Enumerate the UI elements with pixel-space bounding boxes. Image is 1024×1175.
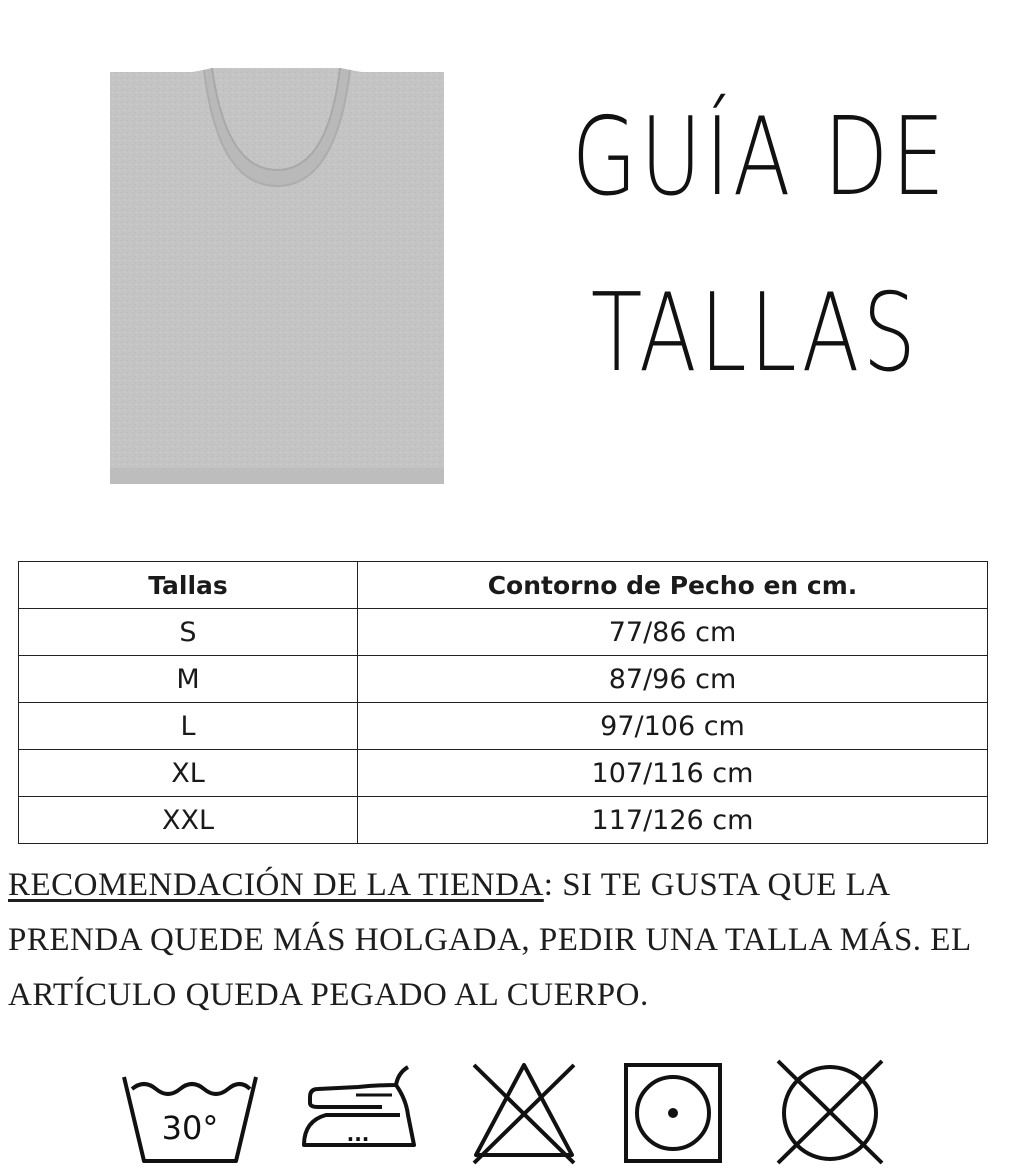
header-chest: Contorno de Pecho en cm. [358, 562, 988, 609]
no-dry-clean-icon [770, 1055, 890, 1170]
title-line-1: GUÍA DE [571, 95, 948, 220]
table-header-row [19, 562, 988, 609]
table-row [19, 750, 988, 797]
table-row [19, 703, 988, 750]
size-cell: XL [19, 750, 358, 797]
page-title [520, 70, 990, 422]
chest-cell: 107/116 cm [358, 750, 988, 797]
size-table [18, 561, 988, 844]
tumble-dry-low-icon [622, 1055, 726, 1170]
chest-cell: 87/96 cm [358, 656, 988, 703]
size-cell: S [19, 609, 358, 656]
recommendation-label: RECOMENDACIÓN DE LA TIENDA [8, 867, 544, 903]
care-icons [0, 1055, 1024, 1175]
table-row [19, 656, 988, 703]
chest-cell: 97/106 cm [358, 703, 988, 750]
size-cell: XXL [19, 797, 358, 844]
header-size: Tallas [19, 562, 358, 609]
size-cell: L [19, 703, 358, 750]
iron-low-icon [296, 1055, 426, 1170]
iron-dots: ... [346, 1122, 370, 1146]
table-row [19, 609, 988, 656]
store-recommendation [8, 858, 1018, 1023]
tshirt-image [108, 58, 446, 486]
size-cell: M [19, 656, 358, 703]
recommendation-text: : SI TE GUSTA QUE LA PRENDA QUEDE MÁS HOLGADA, PEDIR UNA TALLA MÁS. EL ARTÍCULO QUEDA PEGADO AL CUERPO. [8, 867, 971, 1013]
title-line-2: TALLAS [590, 271, 920, 396]
no-bleach-icon [466, 1055, 582, 1170]
wash-30-icon [118, 1055, 264, 1170]
table-row [19, 797, 988, 844]
chest-cell: 117/126 cm [358, 797, 988, 844]
wash-temperature: 30° [161, 1109, 219, 1147]
chest-cell: 77/86 cm [358, 609, 988, 656]
